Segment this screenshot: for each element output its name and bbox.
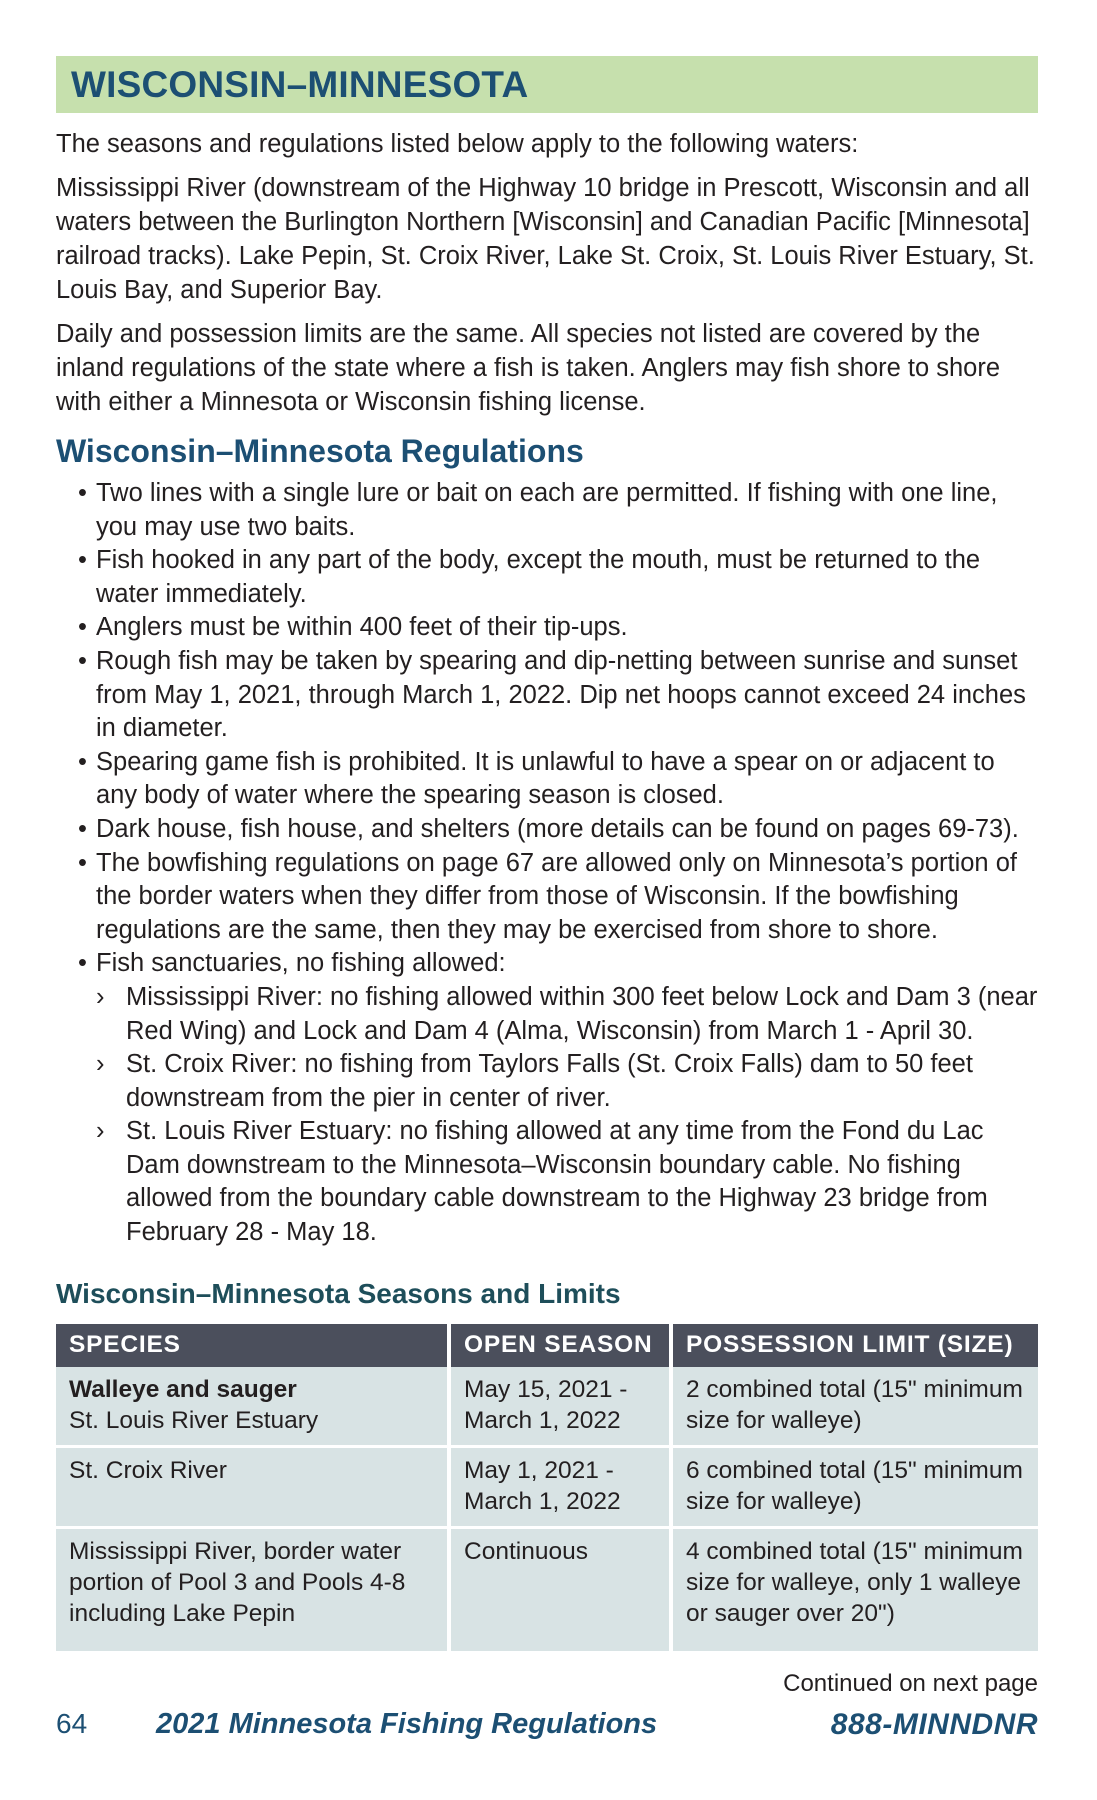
bullet-icon: • — [78, 646, 87, 675]
intro-paragraph-2: Mississippi River (downstream of the Highway 10 bridge in Prescott, Wisconsin and all waters between the Burlington Northern [Wisconsin] and Canadian Pacific [Minnesota] railroad tracks). Lake Pepin, St. Croix River, Lake St. Croix, St. Louis River Estuary, St. Louis Bay, and Superior Bay. — [56, 174, 1035, 304]
regulation-item: • Anglers must be within 400 feet of their tip-ups. — [56, 611, 1038, 645]
species-cell: St. Croix River — [56, 1446, 449, 1527]
table-row — [56, 1446, 1038, 1527]
page-content — [56, 56, 1038, 1651]
species-cell: Walleye and sauger St. Louis River Estuary — [56, 1367, 449, 1447]
chevron-right-icon: › — [96, 982, 105, 1011]
regulations-heading: Wisconsin–Minnesota Regulations — [56, 433, 584, 469]
season-cell: May 1, 2021 - March 1, 2022 — [449, 1446, 671, 1527]
publication-title: 2021 Minnesota Fishing Regulations — [156, 1708, 658, 1740]
bullet-icon: • — [78, 949, 87, 978]
regulation-item: • Fish hooked in any part of the body, except the mouth, must be returned to the water immediately. — [78, 546, 981, 608]
species-group-label: Walleye and sauger — [69, 1375, 297, 1403]
species-cell: Mississippi River, border water portion of Pool 3 and Pools 4-8 including Lake Pepin — [56, 1527, 449, 1651]
bullet-icon: • — [78, 814, 87, 843]
table-row — [56, 1527, 1038, 1651]
phone-number: 888-MINNDNR — [830, 1708, 1038, 1741]
bullet-icon: • — [78, 613, 87, 642]
table-row — [56, 1367, 1038, 1447]
intro-paragraph-1: The seasons and regulations listed below apply to the following waters: — [56, 130, 859, 158]
bullet-icon: • — [78, 479, 87, 507]
regulation-item: • Two lines with a single lure or bait on each are permitted. If fishing with one line, you may use two baits. — [78, 479, 998, 541]
bullet-icon: • — [78, 848, 87, 877]
sanctuary-item: › St. Louis River Estuary: no fishing allowed at any time from the Fond du Lac Dam downstream to the Minnesota–Wisconsin boundary cable. No fishing allowed from the boundary cable downstream to the Highway 23 bridge from February 28 - May 18. — [96, 1117, 988, 1247]
seasons-table — [56, 1324, 1038, 1651]
column-header-open-season: OPEN SEASON — [449, 1324, 671, 1367]
chevron-right-icon: › — [96, 1117, 105, 1146]
column-header-species: SPECIES — [56, 1324, 449, 1367]
page-number: 64 — [56, 1708, 88, 1739]
regulation-item: • Rough fish may be taken by spearing and dip-netting between sunrise and sunset from May 1, 2021, through March 1, 2022. Dip net hoops cannot exceed 24 inches in diameter. — [78, 646, 1026, 743]
regulations-list — [56, 477, 1038, 981]
regulation-item: • Dark house, fish house, and shelters (more details can be found on pages 69-73). — [56, 813, 1038, 847]
sanctuary-list — [56, 981, 1038, 1250]
continued-note: Continued on next page — [783, 1670, 1038, 1697]
page-title: WISCONSIN–MINNESOTA — [56, 56, 1038, 113]
bullet-icon: • — [78, 546, 87, 575]
seasons-heading: Wisconsin–Minnesota Seasons and Limits — [56, 1277, 621, 1309]
sanctuary-item: › St. Croix River: no fishing from Taylors Falls (St. Croix Falls) dam to 50 feet downstream from the pier in center of river. — [96, 1050, 973, 1112]
column-header-possession-limit: POSSESSION LIMIT (SIZE) — [671, 1324, 1038, 1367]
season-cell: May 15, 2021 - March 1, 2022 — [449, 1367, 671, 1447]
chevron-right-icon: › — [96, 1050, 105, 1079]
bullet-icon: • — [78, 747, 87, 776]
regulation-item: • Spearing game fish is prohibited. It is unlawful to have a spear on or adjacent to any body of water where the spearing season is closed. — [78, 747, 995, 810]
limit-cell: 4 combined total (15" minimum size for walleye, only 1 walleye or sauger over 20") — [686, 1537, 1023, 1627]
sanctuary-item: › Mississippi River: no fishing allowed within 300 feet below Lock and Dam 3 (near Red Wing) and Lock and Dam 4 (Alma, Wisconsin) from March 1 - April 30. — [96, 982, 1038, 1045]
regulation-item: • The bowfishing regulations on page 67 are allowed only on Minnesota’s portion of the border waters when they differ from those of Wisconsin. If the bowfishing regulations are the same, then they may be exercised from shore to shore. — [78, 848, 1017, 944]
regulation-item: • Fish sanctuaries, no fishing allowed: — [56, 947, 1038, 981]
table-header-row — [56, 1324, 1038, 1367]
season-cell: Continuous — [449, 1527, 671, 1651]
limit-cell: 6 combined total (15" minimum size for walleye) — [671, 1446, 1038, 1527]
intro-paragraph-3: Daily and possession limits are the same. All species not listed are covered by the inland regulations of the state where a fish is taken. Anglers may fish shore to shore with either a Minnesota or Wisconsin fishing license. — [56, 320, 1001, 416]
limit-cell: 2 combined total (15" minimum size for walleye) — [671, 1367, 1038, 1447]
